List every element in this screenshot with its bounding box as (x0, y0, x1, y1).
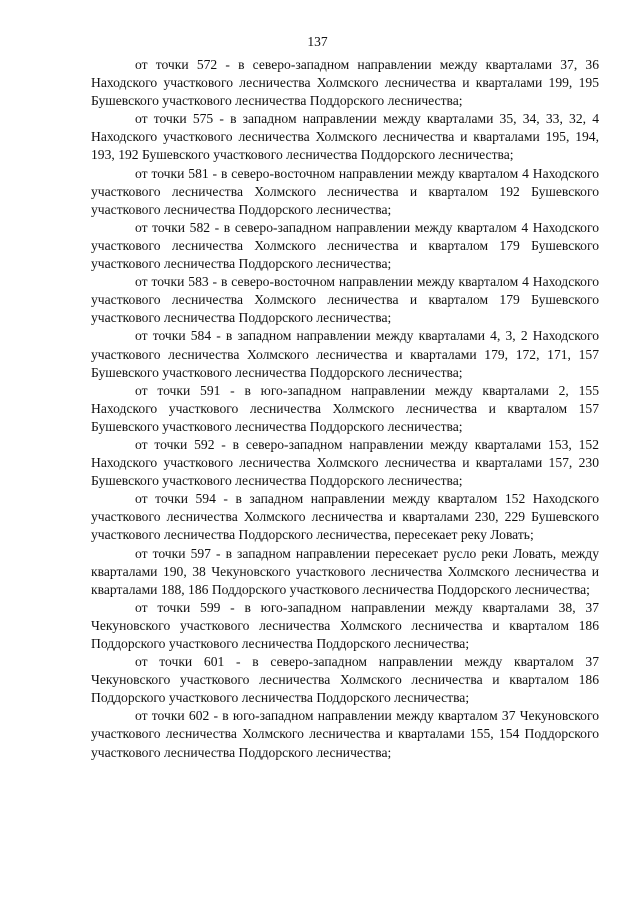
page-number: 137 (307, 34, 328, 49)
paragraph: от точки 602 - в юго-западном направлении между кварталом 37 Чекуновского участкового лесничества Холмского лесничества и кварталами 155, 154 Поддорского участкового лесничества Поддорского лесничества; (91, 708, 599, 760)
document-body (91, 56, 599, 762)
paragraph: от точки 597 - в западном направлении пересекает русло реки Ловать, между кварталами 190, 38 Чекуновского участкового лесничества Холмского лесничества и кварталами 188, 186 Поддорского участкового лесничества Поддорского лесничества; (91, 545, 599, 597)
paragraph: от точки 599 - в юго-западном направлении между кварталами 38, 37 Чекуновского участкового лесничества Холмского лесничества и кварталом 186 Поддорского участкового лесничества Поддорского лесничества; (91, 599, 599, 651)
paragraph: от точки 601 - в северо-западном направлении между кварталом 37 Чекуновского участкового лесничества Холмского лесничества и кварталом 186 Поддорского участкового лесничества Поддорского лесничества; (91, 654, 599, 706)
paragraph: от точки 575 - в западном направлении между кварталами 35, 34, 33, 32, 4 Находского участкового лесничества Холмского лесничества и кварталами 195, 194, 193, 192 Бушевского участкового лесничества Поддорского лесничества; (91, 111, 599, 163)
paragraph: от точки 582 - в северо-западном направлении между кварталом 4 Находского участкового лесничества Холмского лесничества и кварталом 179 Бушевского участкового лесничества Поддорского лесничества; (91, 219, 599, 272)
paragraph: от точки 581 - в северо-восточном направлении между кварталом 4 Находского участкового лесничества Холмского лесничества и кварталом 192 Бушевского участкового лесничества Поддорского лесничества; (91, 165, 599, 217)
paragraph: от точки 572 - в северо-западном направлении между кварталами 37, 36 Находского участкового лесничества Холмского лесничества и кварталами 199, 195 Бушевского участкового лесничества Поддорского лесничества; (91, 57, 599, 109)
paragraph: от точки 594 - в западном направлении между кварталом 152 Находского участкового лесничества Холмского лесничества и кварталами 230, 229 Бушевского участкового лесничества Поддорского лесничества, пересекает реку Ловать; (91, 491, 599, 543)
paragraph: от точки 584 - в западном направлении между кварталами 4, 3, 2 Находского участкового лесничества Холмского лесничества и кварталами 179, 172, 171, 157 Бушевского участкового лесничества Поддорского лесничества; (91, 328, 599, 380)
paragraph: от точки 592 - в северо-западном направлении между кварталами 153, 152 Находского участкового лесничества Холмского лесничества и кварталами 157, 230 Бушевского участкового лесничества Поддорского лесничества; (91, 436, 599, 489)
paragraph: от точки 591 - в юго-западном направлении между кварталами 2, 155 Находского участкового лесничества Холмского лесничества и кварталом 157 Бушевского участкового лесничества Поддорского лесничества; (91, 382, 599, 434)
paragraph: от точки 583 - в северо-восточном направлении между кварталом 4 Находского участкового лесничества Холмского лесничества и кварталом 179 Бушевского участкового лесничества Поддорского лесничества; (91, 274, 599, 326)
